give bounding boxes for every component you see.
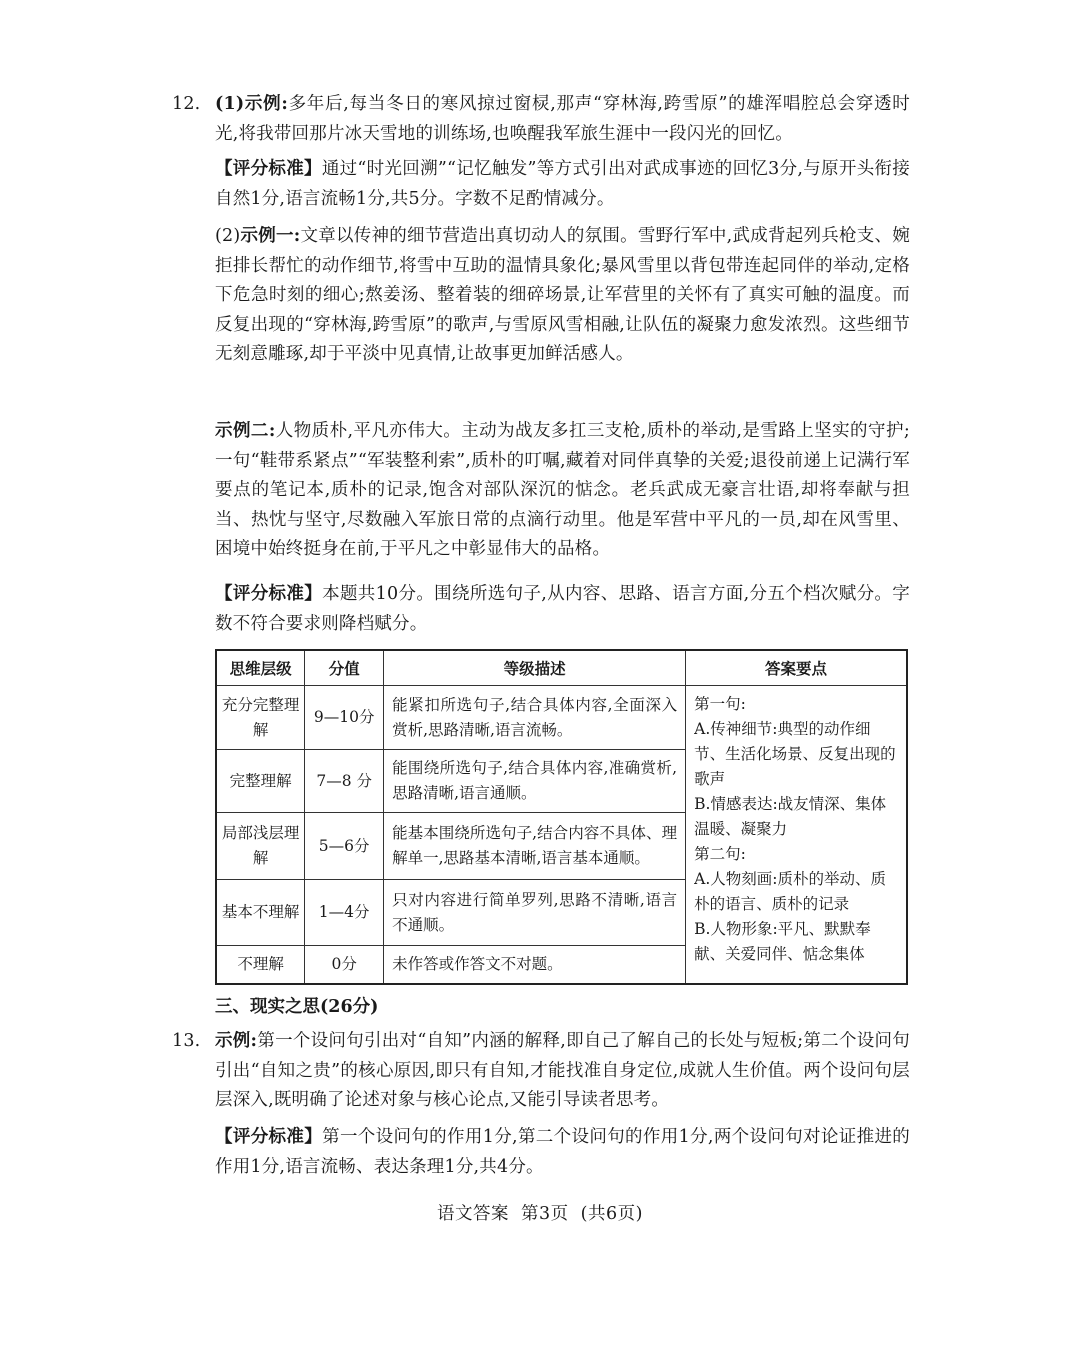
key-point-line: B.情感表达:战友情深、集体温暖、凝聚力 xyxy=(694,795,887,838)
grading-table xyxy=(215,649,908,985)
header-score: 分值 xyxy=(305,650,384,686)
score-cell: 1—4分 xyxy=(305,880,384,946)
level-cell: 充分完整理解 xyxy=(216,686,305,750)
example1-text: 文章以传神的细节营造出真切动人的氛围。雪野行军中,武成背起列兵枪支、婉拒排长帮忙的动作细节,将雪中互助的温情具象化;暴风雪里以背包带连起同伴的举动,定格下危急时刻的细心;熬姜汤、整着装的细碎场景,让军营里的关怀有了真实可触的温度。而反复出现的“穿林海,跨雪原”的歌声,与雪原风雪相融,让队伍的凝聚力愈发浓烈。这些细节无刻意雕琢,却于平淡中见真情,让故事更加鲜活感人。 xyxy=(215,226,910,364)
key-point-line: A.传神细节:典型的动作细节、生活化场景、反复出现的歌声 xyxy=(694,720,896,788)
description-cell: 能基本围绕所选句子,结合内容不具体、理解单一,思路基本清晰,语言基本通顺。 xyxy=(384,813,686,880)
question-number-12: 12. xyxy=(172,94,201,114)
level-cell: 不理解 xyxy=(216,946,305,984)
q12-part2-example2 xyxy=(215,417,910,565)
score-cell: 0分 xyxy=(305,946,384,984)
scoring-text: 通过“时光回溯”“记忆触发”等方式引出对武成事迹的回忆3分,与原开头衔接自然1分,语言流畅1分,共5分。字数不足酌情减分。 xyxy=(215,159,911,209)
description-cell: 未作答或作答文不对题。 xyxy=(384,946,686,984)
table-row xyxy=(216,686,907,750)
header-key-points: 答案要点 xyxy=(686,650,907,686)
q12-part1-example xyxy=(215,90,910,149)
footer-subject: 语文答案 xyxy=(437,1204,510,1224)
header-level: 思维层级 xyxy=(216,650,305,686)
page-footer xyxy=(0,1200,1080,1225)
score-cell: 9—10分 xyxy=(305,686,384,750)
scoring-label: 【评分标准】 xyxy=(215,159,322,179)
q13-example-text: 第一个设问句引出对“自知”内涵的解释,即自己了解自己的长处与短板;第二个设问句引出“自知之贵”的核心原因,即只有自知,才能找准自身定位,成就人生价值。两个设问句层层深入,既明确了论述对象与核心论点,又能引导读者思考。 xyxy=(215,1031,911,1110)
key-points-cell xyxy=(686,686,907,984)
key-point-line: B.人物形象:平凡、默默奉献、关爱同伴、惦念集体 xyxy=(694,920,871,963)
footer-page-number: 第3页 xyxy=(521,1204,569,1224)
q12-part2-scoring xyxy=(215,580,910,639)
section-title: 三、现实之思(26分) xyxy=(215,997,379,1017)
footer-total-pages: (共6页) xyxy=(580,1204,643,1224)
q13-example xyxy=(215,1027,910,1116)
q12-part2-number: (2) xyxy=(215,226,241,246)
scoring-text: 第一个设问句的作用1分,第二个设问句的作用1分,两个设问句对论证推进的作用1分,语言流畅、表达条理1分,共4分。 xyxy=(215,1127,910,1177)
q12-part1-scoring xyxy=(215,155,910,214)
table-header-row xyxy=(216,650,907,686)
key-point-line: A.人物刻画:质朴的举动、质朴的语言、质朴的记录 xyxy=(694,870,886,913)
question-number-13: 13. xyxy=(172,1031,201,1051)
example2-text: 人物质朴,平凡亦伟大。主动为战友多扛三支枪,质朴的举动,是雪路上坚实的守护;一句“鞋带系紧点”“军装整利索”,质朴的叮嘱,藏着对同伴真挚的关爱;退役前递上记满行军要点的笔记本,质朴的记录,饱含对部队深沉的惦念。老兵武成无豪言壮语,却将奉献与担当、热忱与坚守,尽数融入军旅日常的点滴行动里。他是军营中平凡的一员,却在风雪里、困境中始终挺身在前,于平凡之中彰显伟大的品格。 xyxy=(215,421,910,559)
scoring-label: 【评分标准】 xyxy=(215,1127,323,1147)
level-cell: 局部浅层理解 xyxy=(216,813,305,880)
scoring-label: 【评分标准】 xyxy=(215,584,323,604)
key-point-line: 第二句: xyxy=(694,845,746,863)
description-cell: 能围绕所选句子,结合具体内容,准确赏析,思路清晰,语言通顺。 xyxy=(384,750,686,813)
q13-example-label: 示例: xyxy=(215,1031,258,1051)
q12-part2-example1 xyxy=(215,222,910,370)
score-cell: 5—6分 xyxy=(305,813,384,880)
q12-part1-text: 多年后,每当冬日的寒风掠过窗棂,那声“穿林海,跨雪原”的雄浑唱腔总会穿透时光,将我带回那片冰天雪地的训练场,也唤醒我军旅生涯中一段闪光的回忆。 xyxy=(215,94,910,144)
level-cell: 基本不理解 xyxy=(216,880,305,946)
key-point-line: 第一句: xyxy=(694,695,746,713)
header-description: 等级描述 xyxy=(384,650,686,686)
q12-part1-label: (1)示例: xyxy=(215,94,289,114)
score-cell: 7—8 分 xyxy=(305,750,384,813)
description-cell: 只对内容进行简单罗列,思路不清晰,语言不通顺。 xyxy=(384,880,686,946)
level-cell: 完整理解 xyxy=(216,750,305,813)
q13-scoring xyxy=(215,1123,910,1182)
example1-label: 示例一: xyxy=(240,226,301,246)
description-cell: 能紧扣所选句子,结合具体内容,全面深入赏析,思路清晰,语言流畅。 xyxy=(384,686,686,750)
scoring-text: 本题共10分。围绕所选句子,从内容、思路、语言方面,分五个档次赋分。字数不符合要求则降档赋分。 xyxy=(215,584,910,634)
example2-label: 示例二: xyxy=(215,421,276,441)
